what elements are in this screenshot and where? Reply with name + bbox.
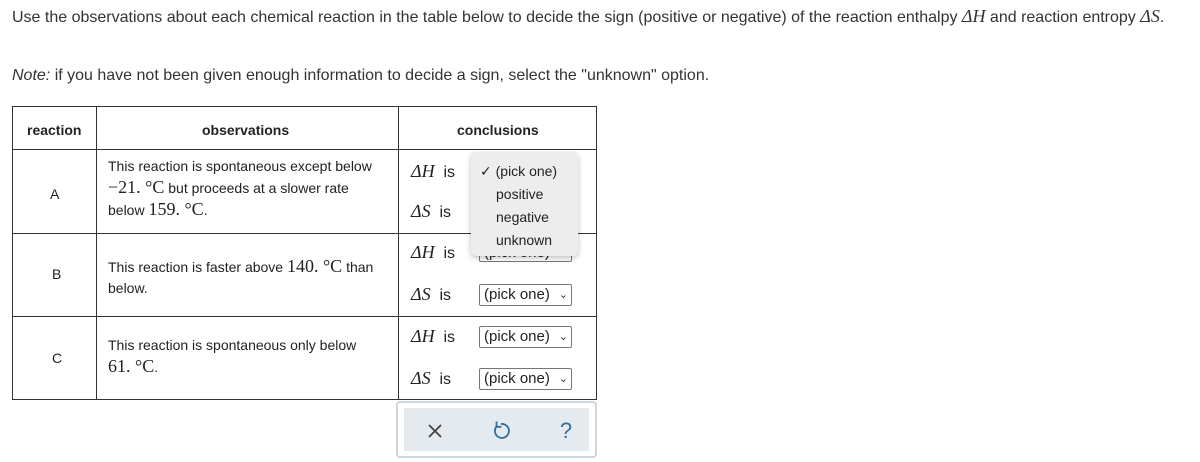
row-divider (13, 149, 596, 150)
observation-text: below. (108, 280, 148, 296)
observation-text: This reaction is faster above (108, 259, 287, 275)
conclusion-s-b (411, 284, 451, 305)
dropdown-value: (pick one) (484, 286, 550, 303)
delta-s-label: ΔS (411, 284, 431, 304)
is-label: is (443, 329, 456, 346)
observation-b (108, 256, 398, 299)
observation-text: but proceeds at a slower rate (164, 180, 349, 196)
toolbar-background (404, 408, 589, 451)
conclusion-h-a (411, 161, 455, 182)
chevron-down-icon: ⌄ (558, 289, 568, 301)
is-label: is (439, 371, 452, 388)
dropdown-s-c[interactable] (479, 368, 572, 390)
delta-s-label: ΔS (411, 368, 431, 388)
conclusion-s-a (411, 201, 451, 222)
delta-h-label: ΔH (411, 242, 435, 262)
temperature-value: 159. °C (148, 199, 204, 219)
delta-s-label: ΔS (411, 201, 431, 221)
prompt-text: Use the observations about each chemical reaction in the table below to decide the sign (positive or negative) of the reaction enthalpy (12, 9, 962, 26)
dropdown-option-unknown[interactable]: unknown (496, 232, 553, 248)
observation-text: This reaction is spontaneous except below (108, 158, 372, 174)
delta-h-symbol: ΔH (961, 6, 986, 26)
observation-text: than (342, 259, 374, 275)
conclusion-s-c (411, 368, 451, 389)
header-conclusions: conclusions (457, 122, 539, 138)
delta-h-label: ΔH (411, 161, 435, 181)
prompt-text: and reaction entropy (985, 9, 1141, 26)
undo-icon[interactable] (486, 416, 516, 446)
dropdown-option-pick-one[interactable] (480, 163, 557, 180)
is-label: is (443, 245, 456, 262)
column-divider (96, 107, 97, 399)
delta-h-label: ΔH (411, 326, 435, 346)
reaction-label-c: C (52, 350, 63, 366)
header-observations: observations (202, 122, 290, 138)
dropdown-menu (471, 152, 578, 256)
column-divider (398, 107, 399, 399)
delta-s-symbol: ΔS (1140, 6, 1160, 26)
conclusion-h-c (411, 326, 455, 347)
x-icon[interactable] (420, 416, 450, 446)
reaction-label-a: A (50, 186, 60, 202)
dropdown-value: (pick one) (484, 328, 550, 345)
answer-toolbar (396, 401, 597, 458)
dropdown-h-c[interactable] (479, 326, 572, 348)
row-divider (13, 316, 596, 317)
temperature-value: 61. °C (108, 356, 155, 376)
observation-c (108, 335, 398, 378)
reaction-label-b: B (52, 266, 62, 282)
checkmark-icon: ✓ (480, 163, 492, 179)
is-label: is (443, 164, 456, 181)
dropdown-s-b[interactable] (479, 284, 572, 306)
temperature-value: 140. °C (286, 256, 343, 276)
temperature-value: −21. °C (108, 177, 165, 197)
is-label: is (439, 204, 452, 221)
conclusion-h-b (411, 242, 455, 263)
dropdown-option-negative[interactable]: negative (496, 209, 549, 225)
header-reaction: reaction (27, 122, 82, 138)
dropdown-value: (pick one) (484, 370, 550, 387)
observation-text: . (154, 359, 159, 375)
option-label: (pick one) (495, 163, 558, 179)
dropdown-option-positive[interactable]: positive (496, 186, 544, 202)
question-prompt (12, 5, 1197, 29)
is-label: is (439, 287, 452, 304)
observation-text: This reaction is spontaneous only below (108, 337, 357, 353)
prompt-text: . (1159, 9, 1165, 26)
note-label: Note: (12, 67, 51, 84)
chevron-down-icon: ⌄ (558, 373, 568, 385)
observation-text: below (108, 202, 149, 218)
note-text: if you have not been given enough information to decide a sign, select the "unknown" option. (50, 67, 710, 84)
observation-text: . (203, 202, 208, 218)
help-icon[interactable]: ? (559, 418, 573, 443)
note (12, 65, 709, 87)
chevron-down-icon: ⌄ (558, 331, 568, 343)
observation-a (108, 156, 398, 221)
